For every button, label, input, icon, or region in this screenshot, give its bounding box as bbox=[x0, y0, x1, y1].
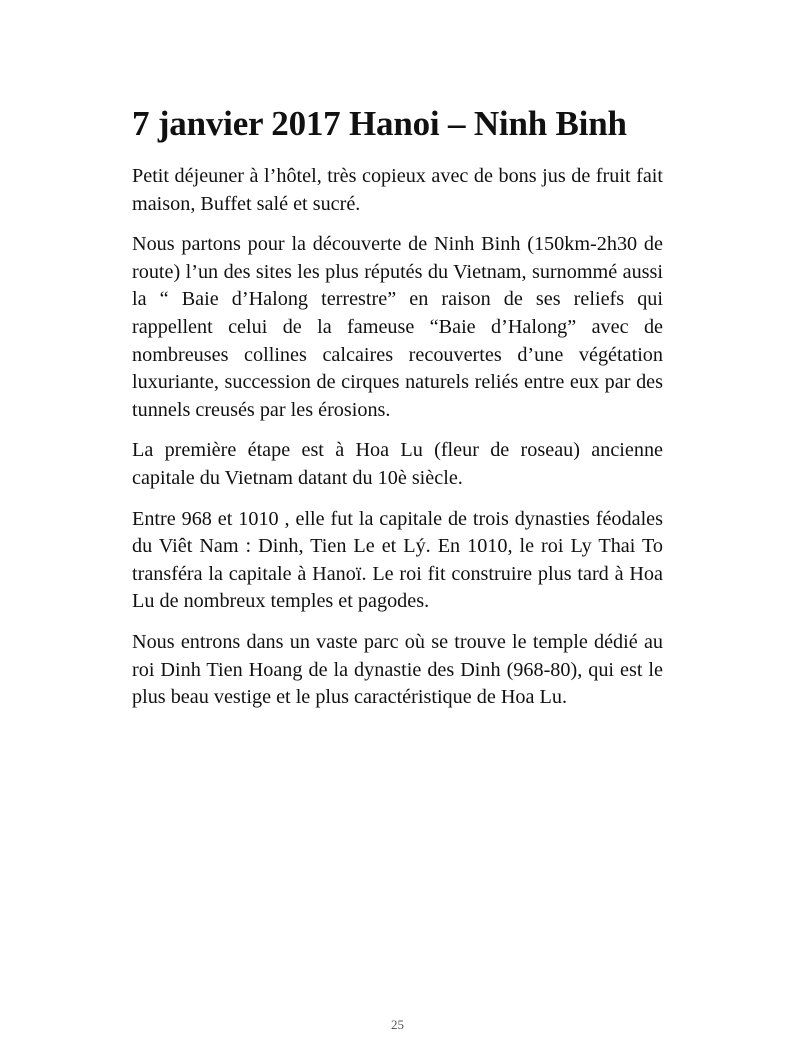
paragraph-ninh-binh: Nous partons pour la découverte de Ninh Binh (150km-2h30 de route) l’un des sites les plus réputés du Vietnam, surnommé aussi la “ Baie d’Halong terrestre” en raison de ses reliefs qui rappellent celui de la fameuse “Baie d’Halong” avec de nombreuses collines calcaires recouvertes d’une végétation luxuriante, succession de cirques naturels reliés entre eux par des tunnels creusés par les érosions. bbox=[132, 233, 663, 421]
page-title: 7 janvier 2017 Hanoi – Ninh Binh bbox=[132, 104, 627, 143]
paragraph-breakfast: Petit déjeuner à l’hôtel, très copieux avec de bons jus de fruit fait maison, Buffet salé et sucré. bbox=[132, 165, 663, 215]
page-number: 25 bbox=[391, 1017, 404, 1032]
paragraph-history: Entre 968 et 1010 , elle fut la capitale de trois dynasties féodales du Viêt Nam : Dinh, Tien Le et Lý. En 1010, le roi Ly Thai To transféra la capitale à Hanoï. Le roi fit construire plus tard à Hoa Lu de nombreux temples et pagodes. bbox=[132, 507, 663, 613]
paragraph-hoa-lu: La première étape est à Hoa Lu (fleur de roseau) ancienne capitale du Vietnam datant du 10è siècle. bbox=[132, 439, 663, 489]
paragraph-temple: Nous entrons dans un vaste parc où se trouve le temple dédié au roi Dinh Tien Hoang de la dynastie des Dinh (968-80), qui est le plus beau vestige et le plus caractéristique de Hoa Lu. bbox=[132, 630, 663, 709]
document-body bbox=[132, 163, 663, 725]
